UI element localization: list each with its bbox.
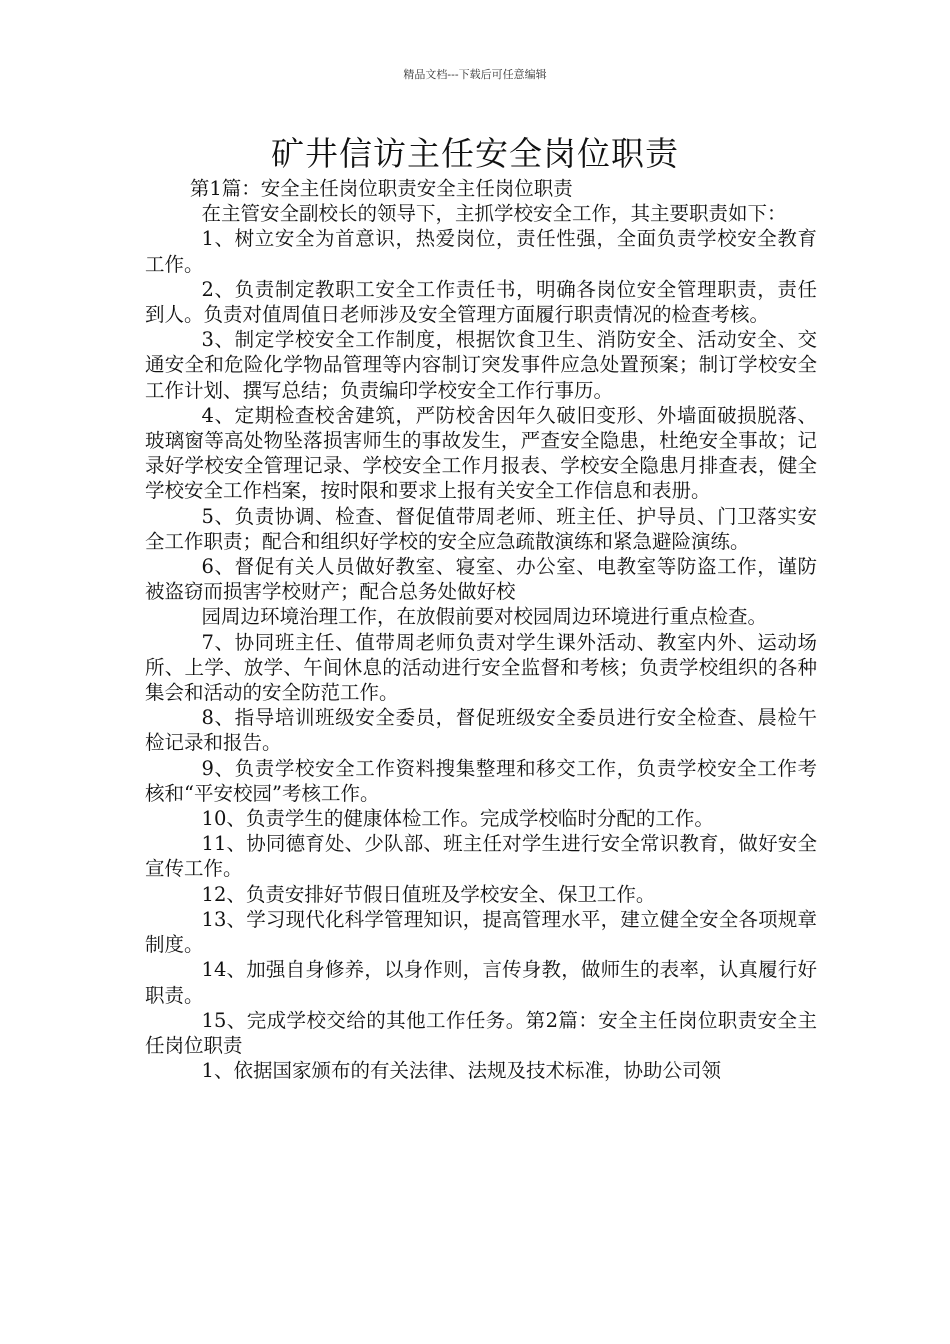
- paragraph: 6、督促有关人员做好教室、寝室、办公室、电教室等防盗工作，谨防被盗窃而损害学校财产；配合总务处做好校: [145, 555, 817, 604]
- paragraph: 3、制定学校安全工作制度，根据饮食卫生、消防安全、活动安全、交通安全和危险化学物品管理等内容制订突发事件应急处置预案；制订学校安全工作计划、撰写总结；负责编印学校安全工作行事历。: [145, 328, 817, 402]
- paragraph: 8、指导培训班级安全委员，督促班级安全委员进行安全检查、晨检午检记录和报告。: [145, 706, 817, 755]
- document-title: 矿井信访主任安全岗位职责: [271, 134, 679, 173]
- paragraph: 15、完成学校交给的其他工作任务。第2篇：安全主任岗位职责安全主任岗位职责: [145, 1008, 817, 1057]
- document-body: [145, 176, 817, 1083]
- paragraph: 1、依据国家颁布的有关法律、法规及技术标准，协助公司领: [201, 1059, 721, 1083]
- paragraph: 9、负责学校安全工作资料搜集整理和移交工作，负责学校安全工作考核和“平安校园”考核工作。: [145, 756, 817, 805]
- paragraph: 在主管安全副校长的领导下，主抓学校安全工作，其主要职责如下：: [201, 202, 787, 226]
- paragraph: 12、负责安排好节假日值班及学校安全、保卫工作。: [201, 882, 656, 906]
- paragraph: 2、负责制定教职工安全工作责任书，明确各岗位安全管理职责，责任到人。负责对值周值日老师涉及安全管理方面履行职责情况的检查考核。: [145, 277, 817, 327]
- paragraph: 11、协同德育处、少队部、班主任对学生进行安全常识教育，做好安全宣传工作。: [145, 832, 817, 881]
- section-heading: 第1篇：安全主任岗位职责安全主任岗位职责: [189, 177, 573, 200]
- paragraph: 1、树立安全为首意识，热爱岗位，责任性强，全面负责学校安全教育工作。: [145, 227, 817, 276]
- paragraph: 园周边环境治理工作，在放假前要对校园周边环境进行重点检查。: [201, 605, 768, 629]
- header-note: 精品文档---下载后可任意编辑: [403, 68, 547, 81]
- paragraph: 13、学习现代化科学管理知识，提高管理水平，建立健全安全各项规章制度。: [145, 907, 817, 957]
- paragraph: 14、加强自身修养，以身作则，言传身教，做师生的表率，认真履行好职责。: [145, 958, 817, 1007]
- paragraph: 5、负责协调、检查、督促值带周老师、班主任、护导员、门卫落实安全工作职责；配合和组织好学校的安全应急疏散演练和紧急避险演练。: [145, 504, 817, 553]
- paragraph: 4、定期检查校舍建筑，严防校舍因年久破旧变形、外墙面破损脱落、玻璃窗等高处物坠落损害师生的事故发生，严查安全隐患，杜绝安全事故；记录好学校安全管理记录、学校安全工作月报表、学校安全隐患月排查表，健全学校安全工作档案，按时限和要求上报有关安全工作信息和表册。: [145, 403, 817, 503]
- paragraph: 10、负责学生的健康体检工作。完成学校临时分配的工作。: [201, 807, 714, 831]
- paragraph: 7、协同班主任、值带周老师负责对学生课外活动、教室内外、运动场所、上学、放学、午间休息的活动进行安全监督和考核；负责学校组织的各种集会和活动的安全防范工作。: [145, 630, 817, 705]
